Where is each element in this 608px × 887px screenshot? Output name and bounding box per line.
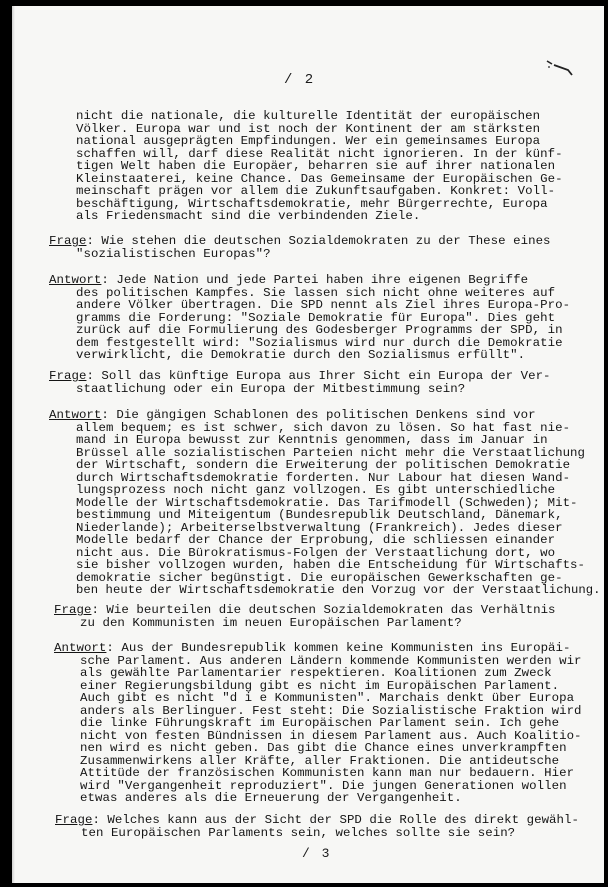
question-text: : Welches kann aus der Sicht der SPD die Rolle des direkt gewähl- <box>92 813 580 827</box>
intro-line: meinschaft prägen vor allem die Zukunftsaufgaben. Konkret: Voll- <box>76 184 556 198</box>
answer-text: : Aus der Bundesrepublik kommen keine Kommunisten ins Europäi- <box>106 641 571 655</box>
question-label: Frage <box>54 603 92 617</box>
answer-line: Attitüde der französischen Kommunisten kann man nur bedauern. Hier <box>80 766 575 780</box>
question-text: : Soll das künftige Europa aus Ihrer Sicht ein Europa der Ver- <box>86 369 551 383</box>
answer-line: allem bequem; es ist schwer, sich davon zu lösen. So hat fast nie- <box>76 420 571 435</box>
answer-line: die linke Führungskraft im Europäischen Parlament sein. Ich gehe <box>80 716 560 730</box>
answer-line: des politischen Kampfes. Sie lassen sich nicht ohne weiteres auf <box>76 285 556 300</box>
answer-line: Brüssel alle sozialistischen Parteien nicht mehr die Verstaatlichung <box>76 445 586 460</box>
answer-line: verwirklicht, die Demokratie durch den Sozialismus erfüllt". <box>76 348 526 362</box>
question-text: : Wie beurteilen die deutschen Sozialdemokraten das Verhältnis <box>91 603 556 617</box>
intro-line: beschäftigung, Wirtschaftsdemokratie, mehr Bürgerrechte, Europa <box>76 196 548 211</box>
page-number-top: / 2 <box>284 72 316 88</box>
answer-line: mand in Europa bewusst zur Kenntnis genommen, dass im Januar in <box>76 433 548 447</box>
answer-label: Antwort <box>49 273 102 287</box>
answer-line: lungsprozess noch nicht ganz vollzogen. Es gibt unterschiedliche <box>76 483 556 497</box>
answer-line: wird "Vergangenheit reproduziert". Die jungen Generationen wollen <box>80 778 567 793</box>
question-line: zu den Kommunisten im neuen Europäischen Parlament? <box>80 615 462 630</box>
answer-line: nen wird es nicht geben. Das gibt die Chance eines unverkrampften <box>80 741 567 755</box>
answer-line: gramms die Forderung: "Soziale Demokratie für Europa". Dies geht <box>76 310 556 325</box>
answer-line: Modelle der Wirtschaftsdemokratie. Das Tarifmodell (Schweden); Mit- <box>76 495 578 510</box>
answer-line: bestimmung und Miteigentum (Bundesrepublik Deutschland, Dänemark, <box>76 508 563 522</box>
intro-line: Völker. Europa war und ist noch der Kontinent der am stärksten <box>76 121 541 136</box>
question-text: : Wie stehen die deutschen Sozialdemokraten zu der These eines <box>86 234 551 248</box>
intro-line: nicht die nationale, die kulturelle Identität der europäischen <box>76 109 541 123</box>
answer-line: sie bisher vollzogen wurden, haben die Entscheidung für Wirtschafts- <box>76 558 586 572</box>
answer-line: einer Regierungsbildung gibt es nicht im Europäischen Parlament. <box>80 678 560 693</box>
answer-line: nicht aus. Die Bürokratismus-Folgen der Verstaatlichung dort, wo <box>76 545 556 560</box>
intro-line: national ausgeprägten Empfindungen. Wer ein gemeinsames Europa <box>76 134 541 148</box>
intro-line: Kleinstaaterei, keine Chance. Das Gemeinsame der Europäischen Ge- <box>76 171 563 186</box>
answer-line: etwas anderes als die Erneuerung der Vergangenheit. <box>80 791 462 805</box>
question-label: Frage <box>49 369 87 383</box>
intro-line: als Friedensmacht sind die verbindenden Ziele. <box>76 209 421 223</box>
question-label: Frage <box>55 813 93 827</box>
answer-text: : Jede Nation und jede Partei haben ihre eigenen Begriffe <box>101 273 529 287</box>
answer-line: sche Parlament. Aus anderen Ländern kommende Kommunisten werden wir <box>80 653 582 668</box>
answer-line: Niederlande); Arbeiterselbstverwaltung (Frankreich). Jedes dieser <box>76 520 563 535</box>
question-line: staatlichung oder ein Europa der Mitbestimmung sein? <box>76 381 466 396</box>
answer-line: als gewählte Parlamentarier respektieren. Koalitionen zum Zweck <box>80 666 552 680</box>
question-line: ten Europäischen Parlaments sein, welches sollte sie sein? <box>81 825 516 840</box>
answer-line: der Wirtschaft, sondern die Erweiterung der politischen Demokratie <box>76 458 571 472</box>
answer-line: zurück auf die Formulierung des Godesberger Programms der SPD, in <box>76 323 563 337</box>
answer-line: andere Völker übertragen. Die SPD nennt als Ziel ihres Europa-Pro- <box>76 298 571 312</box>
page-number-bottom: / 3 <box>302 846 332 861</box>
question-line: "sozialistischen Europas"? <box>76 246 271 261</box>
answer-line: demokratie sicher begünstigt. Die europäischen Gewerkschaften ge- <box>76 570 563 585</box>
answer-line: Zusammenwirkens aller Kräfte, aller Fraktionen. Die antideutsche <box>80 753 560 768</box>
answer-line: dem festgestellt wird: "Sozialismus wird nur durch die Demokratie <box>76 335 563 350</box>
handwritten-mark-icon <box>546 58 574 78</box>
intro-line: tigen Welt haben die Europäer, beharren sie auf ihrer nationalen <box>76 159 556 173</box>
page-edge-shadow <box>12 6 15 883</box>
answer-line: anders als Berlinguer. Fest steht: Die Sozialistische Fraktion wird <box>80 703 582 718</box>
intro-line: schaffen will, darf diese Realität nicht ignorieren. In der künf- <box>76 146 563 161</box>
answer-label: Antwort <box>54 641 107 655</box>
answer-label: Antwort <box>49 408 102 422</box>
question-label: Frage <box>49 234 87 248</box>
document-page <box>12 6 604 883</box>
answer-text: : Die gängigen Schablonen des politischen Denkens sind vor <box>101 408 536 422</box>
answer-line: nicht von festen Bündnissen in diesem Parlament aus. Auch Koalitio- <box>80 728 582 743</box>
answer-line: ben heute der Wirtschaftsdemokratie den Vorzug vor der Verstaatlichung. <box>76 583 601 597</box>
answer-line: Auch gibt es nicht "d i e Kommunisten". Marchais denkt über Europa <box>80 691 575 705</box>
answer-line: Modelle bedarf der Chance der Erprobung, die schliessen einander <box>76 533 556 547</box>
answer-line: durch Wirtschaftsdemokratie forderten. Nur Labour hat diesen Wand- <box>76 470 571 485</box>
